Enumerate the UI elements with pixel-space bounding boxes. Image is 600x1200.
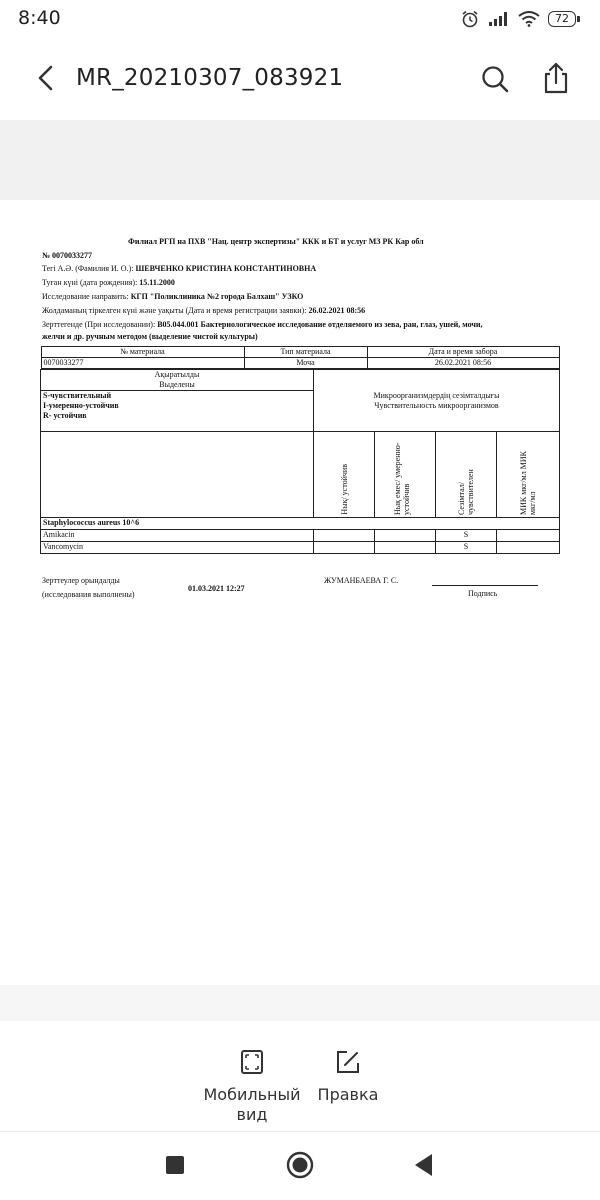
footer-date: 01.03.2021 12:27 [188, 584, 245, 593]
material-header-row [41, 346, 560, 370]
wifi-icon [518, 11, 540, 27]
footer-name: ЖУМАНБАЕВА Г. С. [324, 576, 399, 585]
organism-row [41, 518, 560, 530]
system-nav-bar [0, 1131, 600, 1200]
collection-date-cell: 26.02.2021 08:56 [367, 358, 559, 369]
study-line [42, 320, 482, 330]
status-icons [460, 9, 580, 29]
legend-i: I-умеренно-устойчив [43, 401, 119, 410]
back-arrow-icon[interactable] [30, 62, 62, 94]
study-label: Зерттегенде (При исследовании): [42, 320, 156, 329]
sensitivity-title-ru: Чувствительность микроорганизмов [374, 400, 499, 410]
footer-label-kz: Зерттеулер орындалды [42, 576, 120, 585]
antibiotic-result: S [436, 530, 497, 542]
registration-value: 26.02.2021 08:56 [308, 306, 366, 315]
birth-line [42, 278, 175, 288]
legend-r: R- устойчив [43, 411, 87, 420]
col-intermediate: Нық емес/ умеренно- устойчив [393, 442, 411, 515]
legend-s: S-чувствительный [43, 391, 112, 400]
document-page[interactable] [0, 200, 600, 985]
study-value-cont: желчи и др. ручным методом (выделение чистой культуры) [42, 332, 258, 341]
signal-icon [488, 11, 510, 27]
back-icon[interactable] [412, 1152, 434, 1178]
referral-line [42, 292, 303, 302]
edit-label: Правка [317, 1085, 379, 1104]
mobile-view-button[interactable] [201, 1049, 303, 1125]
mobile-view-icon [240, 1049, 264, 1075]
antibiotic-result: S [436, 542, 497, 554]
material-number-cell: 0070033277 [41, 358, 244, 369]
table-row [41, 542, 560, 554]
antibiotic-name: Amikacin [41, 530, 314, 542]
home-icon[interactable] [286, 1151, 314, 1179]
results-table [40, 346, 560, 554]
birth-label: Туған күні (дата рождения): [42, 278, 138, 287]
referral-label: Исследование направить: [42, 292, 129, 301]
referral-value: КГП "Поликлиника №2 города Балхаш" УЗКО [130, 292, 304, 301]
material-number-header: № материала [41, 347, 244, 358]
identified-title-ru: Выделены [159, 380, 195, 389]
search-icon[interactable] [478, 62, 512, 96]
birth-date: 15.11.2000 [139, 278, 175, 287]
sensitivity-title-cell [314, 370, 560, 432]
battery-level: 72 [548, 11, 576, 27]
doc-number: № 0070033277 [42, 251, 93, 260]
identified-title-kz: Ақыратылды [154, 370, 200, 379]
antibiotic-name: Vancomycin [41, 542, 314, 554]
edit-button[interactable] [313, 1049, 383, 1105]
col-resistant: Нық/ устойчив [339, 464, 349, 515]
mobile-view-label: Мобильный вид [203, 1085, 301, 1124]
sensitivity-title-kz: Микроорганизмдердің сезімталдығы [373, 390, 500, 400]
footer-label-ru: (исследования выполнены) [42, 590, 135, 599]
collection-date-header: Дата и время забора [367, 347, 559, 358]
share-icon[interactable] [538, 60, 574, 96]
material-type-cell: Моча [244, 358, 367, 369]
identified-cell [41, 370, 314, 432]
patient-line [42, 264, 316, 274]
doc-header: Филиал РГП на ПХВ "Нац. центр экспертизы" ККК и БТ и услуг МЗ РК Кар обл [128, 237, 424, 246]
organism-name: Staphylococcus aureus 10^6 [41, 518, 560, 530]
patient-label: Тегі А.Ә. (Фамилия И. О.): [42, 264, 134, 273]
study-value: В05.044.001 Бактериологическое исследование отделяемого из зева, ран, глаз, ушей, мочи, [157, 320, 483, 329]
alarm-icon [460, 9, 480, 29]
col-sensitive: Сезімтал/ чувствителен [457, 469, 475, 515]
edit-icon [335, 1049, 361, 1075]
column-header-row [41, 432, 560, 518]
signature-line [432, 585, 538, 586]
file-title: MR_20210307_083921 [76, 65, 344, 91]
patient-name: ШЕВЧЕНКО КРИСТИНА КОНСТАНТИНОВНА [135, 264, 317, 273]
status-bar [0, 0, 600, 38]
recent-apps-icon[interactable] [166, 1156, 184, 1174]
bottom-action-bar [0, 1021, 600, 1131]
material-type-header: Тип материала [244, 347, 367, 358]
table-row [41, 530, 560, 542]
viewer-top-margin [0, 120, 600, 200]
app-bar [0, 38, 600, 120]
status-time: 8:40 [18, 7, 61, 29]
viewer-bottom-margin [0, 985, 600, 1021]
signature-label: Подпись [468, 589, 498, 598]
col-mic: МИК мкг/мл МИК мкг/мл [519, 451, 537, 515]
battery-icon [548, 11, 580, 27]
registration-label: Жолдаманың тіркелген күні және уақыты (Дата и время регистрации заявки): [42, 306, 307, 315]
registration-line [42, 306, 365, 316]
